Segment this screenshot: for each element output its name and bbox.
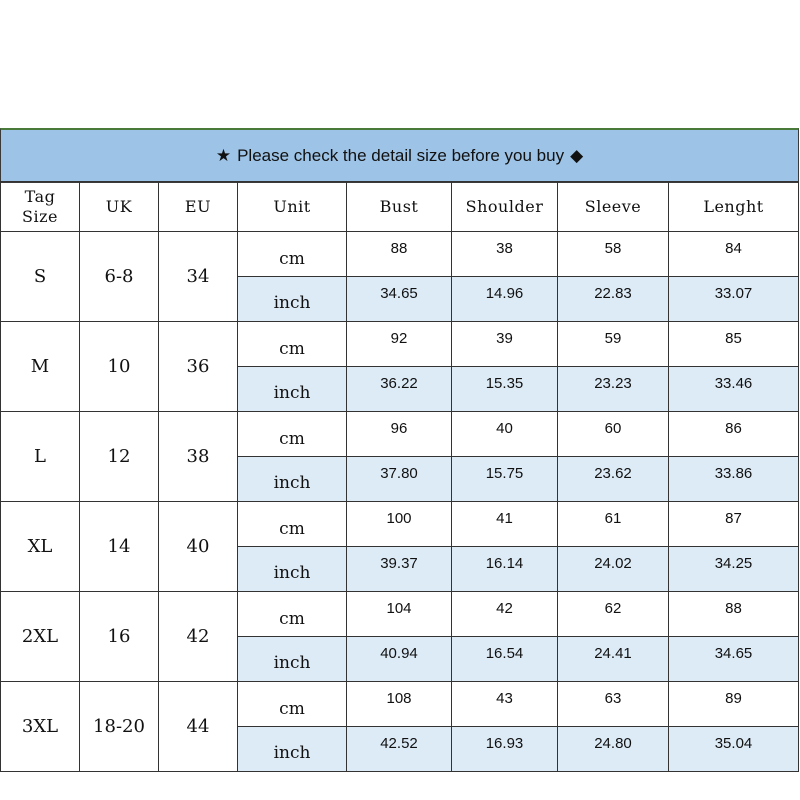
banner-text: Please check the detail size before you buy xyxy=(237,146,565,165)
bust-cm-cell: 96 xyxy=(347,412,452,457)
eu-size-cell: 34 xyxy=(159,232,238,322)
shoulder-inch-cell: 16.93 xyxy=(452,727,558,772)
sleeve-cm-cell: 61 xyxy=(558,502,669,547)
length-cm-cell: 88 xyxy=(669,592,799,637)
header-eu: EU xyxy=(159,182,238,232)
length-cm-cell: 89 xyxy=(669,682,799,727)
uk-size-cell: 18-20 xyxy=(80,682,159,772)
header-unit: Unit xyxy=(238,182,347,232)
length-cm-cell: 87 xyxy=(669,502,799,547)
star-icon: ★ xyxy=(215,146,232,165)
sleeve-cm-cell: 63 xyxy=(558,682,669,727)
eu-size-cell: 38 xyxy=(159,412,238,502)
sleeve-inch-cell: 23.62 xyxy=(558,457,669,502)
tag-size-cell: L xyxy=(1,412,80,502)
bust-cm-cell: 88 xyxy=(347,232,452,277)
shoulder-inch-cell: 14.96 xyxy=(452,277,558,322)
sleeve-cm-cell: 59 xyxy=(558,322,669,367)
header-uk: UK xyxy=(80,182,159,232)
size-chart-body xyxy=(1,232,799,772)
unit-cell-inch: inch xyxy=(238,367,347,412)
bust-inch-cell: 39.37 xyxy=(347,547,452,592)
sleeve-inch-cell: 24.80 xyxy=(558,727,669,772)
eu-size-cell: 42 xyxy=(159,592,238,682)
shoulder-inch-cell: 15.75 xyxy=(452,457,558,502)
uk-size-cell: 6-8 xyxy=(80,232,159,322)
length-cm-cell: 85 xyxy=(669,322,799,367)
tag-size-cell: 2XL xyxy=(1,592,80,682)
header-tag-size xyxy=(1,182,80,232)
length-cm-cell: 84 xyxy=(669,232,799,277)
bust-cm-cell: 108 xyxy=(347,682,452,727)
length-inch-cell: 34.65 xyxy=(669,637,799,682)
header-bust: Bust xyxy=(347,182,452,232)
length-inch-cell: 34.25 xyxy=(669,547,799,592)
unit-cell-cm: cm xyxy=(238,322,347,367)
sleeve-cm-cell: 62 xyxy=(558,592,669,637)
unit-cell-cm: cm xyxy=(238,592,347,637)
unit-cell-inch: inch xyxy=(238,727,347,772)
unit-cell-inch: inch xyxy=(238,277,347,322)
unit-cell-cm: cm xyxy=(238,412,347,457)
size-chart-table xyxy=(0,181,799,772)
eu-size-cell: 44 xyxy=(159,682,238,772)
shoulder-inch-cell: 16.54 xyxy=(452,637,558,682)
unit-cell-inch: inch xyxy=(238,457,347,502)
bust-inch-cell: 34.65 xyxy=(347,277,452,322)
unit-cell-cm: cm xyxy=(238,502,347,547)
sleeve-inch-cell: 22.83 xyxy=(558,277,669,322)
header-sleeve: Sleeve xyxy=(558,182,669,232)
uk-size-cell: 10 xyxy=(80,322,159,412)
sleeve-inch-cell: 24.41 xyxy=(558,637,669,682)
length-cm-cell: 86 xyxy=(669,412,799,457)
shoulder-inch-cell: 16.14 xyxy=(452,547,558,592)
length-inch-cell: 35.04 xyxy=(669,727,799,772)
bust-cm-cell: 100 xyxy=(347,502,452,547)
tag-size-cell: XL xyxy=(1,502,80,592)
table-row-cm xyxy=(1,682,799,727)
shoulder-cm-cell: 41 xyxy=(452,502,558,547)
unit-cell-inch: inch xyxy=(238,637,347,682)
shoulder-cm-cell: 40 xyxy=(452,412,558,457)
bust-inch-cell: 37.80 xyxy=(347,457,452,502)
bust-cm-cell: 92 xyxy=(347,322,452,367)
table-row-cm xyxy=(1,592,799,637)
shoulder-inch-cell: 15.35 xyxy=(452,367,558,412)
tag-size-cell: M xyxy=(1,322,80,412)
shoulder-cm-cell: 39 xyxy=(452,322,558,367)
unit-cell-cm: cm xyxy=(238,682,347,727)
eu-size-cell: 36 xyxy=(159,322,238,412)
uk-size-cell: 12 xyxy=(80,412,159,502)
uk-size-cell: 16 xyxy=(80,592,159,682)
table-row-cm xyxy=(1,502,799,547)
sleeve-inch-cell: 23.23 xyxy=(558,367,669,412)
bust-inch-cell: 42.52 xyxy=(347,727,452,772)
header-size-line: Size xyxy=(22,206,58,226)
shoulder-cm-cell: 38 xyxy=(452,232,558,277)
diamond-icon: ◆ xyxy=(570,146,584,165)
uk-size-cell: 14 xyxy=(80,502,159,592)
header-length: Lenght xyxy=(669,182,799,232)
table-row-cm xyxy=(1,232,799,277)
size-chart-banner xyxy=(0,128,799,183)
sleeve-cm-cell: 60 xyxy=(558,412,669,457)
unit-cell-inch: inch xyxy=(238,547,347,592)
bust-inch-cell: 40.94 xyxy=(347,637,452,682)
sleeve-cm-cell: 58 xyxy=(558,232,669,277)
header-row xyxy=(1,182,799,232)
header-tag-line: Tag xyxy=(24,186,56,206)
tag-size-cell: 3XL xyxy=(1,682,80,772)
table-row-cm xyxy=(1,412,799,457)
length-inch-cell: 33.07 xyxy=(669,277,799,322)
bust-cm-cell: 104 xyxy=(347,592,452,637)
shoulder-cm-cell: 42 xyxy=(452,592,558,637)
shoulder-cm-cell: 43 xyxy=(452,682,558,727)
header-shoulder: Shoulder xyxy=(452,182,558,232)
table-row-cm xyxy=(1,322,799,367)
eu-size-cell: 40 xyxy=(159,502,238,592)
sleeve-inch-cell: 24.02 xyxy=(558,547,669,592)
unit-cell-cm: cm xyxy=(238,232,347,277)
length-inch-cell: 33.86 xyxy=(669,457,799,502)
tag-size-cell: S xyxy=(1,232,80,322)
length-inch-cell: 33.46 xyxy=(669,367,799,412)
bust-inch-cell: 36.22 xyxy=(347,367,452,412)
